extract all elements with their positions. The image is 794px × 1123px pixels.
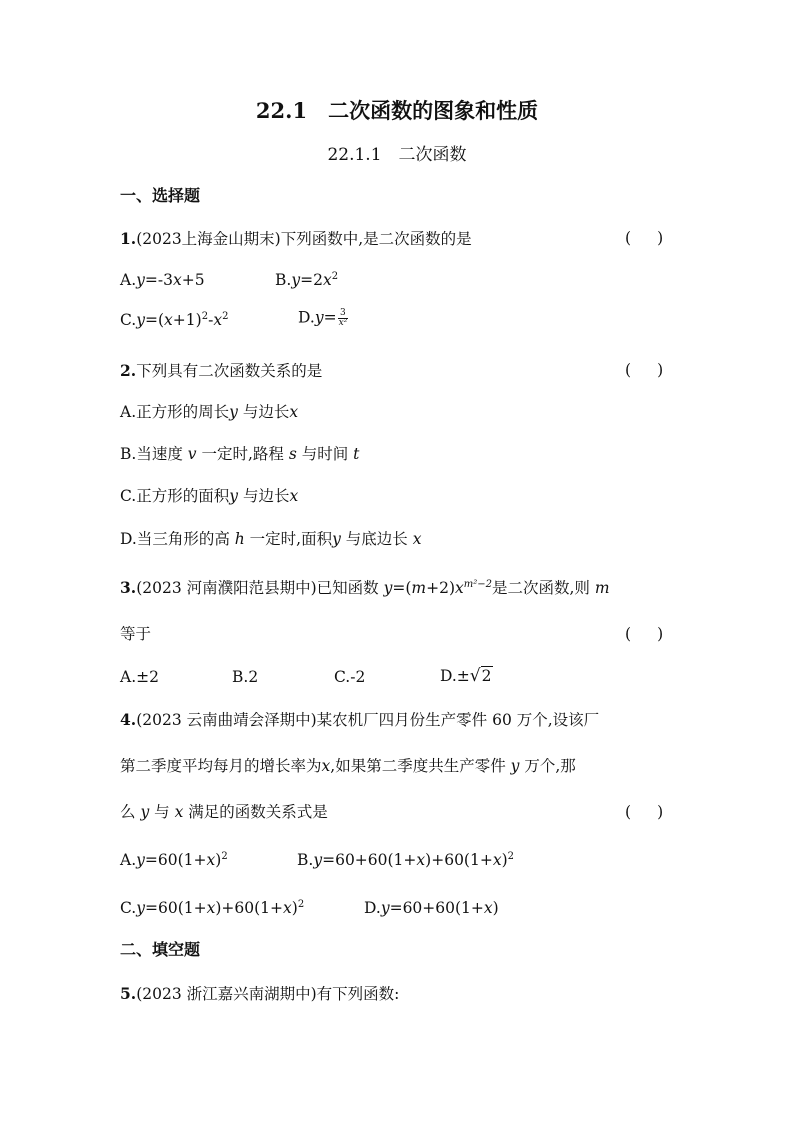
q2-option-a: A.正方形的周长y 与边长x [120, 403, 299, 421]
question-text: 下列具有二次函数关系的是 [136, 362, 323, 380]
q2-option-b: B.当速度 v 一定时,路程 s 与时间 t [120, 445, 360, 463]
question-1 [120, 231, 472, 248]
question-number: 2. [120, 361, 137, 380]
answer-blank-3: ( ) [625, 625, 664, 643]
question-text: (2023 浙江嘉兴南湖期中)有下列函数: [136, 985, 400, 1003]
q4-option-d: D.y=60+60(1+x) [364, 899, 499, 917]
q1-option-a: A.y=-3x+5 [120, 271, 205, 289]
q2-option-c: C.正方形的面积y 与边长x [120, 487, 299, 505]
question-number: 4. [120, 710, 137, 729]
q3-option-a: A.±2 [120, 668, 159, 686]
q1-option-d: D.y= $\frac{3}{\text{x²}}$ [298, 308, 348, 328]
page-title: 22.1 二次函数的图象和性质 [255, 98, 539, 123]
q4-option-c: $C.y=60(1+x)+60(1+x)^2$ [120, 899, 305, 917]
question-2 [120, 363, 322, 380]
q4-option-a: $A.y=60(1+x)^2$ [120, 851, 228, 869]
question-4-line-3: 么 y 与 x 满足的函数关系式是 [120, 803, 328, 821]
question-number: 3. [120, 578, 137, 597]
question-3: 3.(2023 河南濮阳范县期中)已知函数 $y=(m+2)x^{m^2-2}$是二次函数,则 m [120, 578, 610, 597]
section-heading-choice: 一、选择题 [120, 186, 201, 205]
answer-blank-4: ( ) [625, 803, 664, 821]
question-number: 5. [120, 984, 137, 1003]
fraction: $\frac{3}{\text{x²}}$ [338, 308, 348, 328]
question-5 [120, 986, 399, 1003]
section-heading-fill: 二、填空题 [120, 940, 201, 959]
q4-option-b: $B.y=60+60(1+x)+60(1+x)^2$ [297, 851, 515, 869]
question-4: 4.(2023 云南曲靖会泽期中)某农机厂四月份生产零件 60 万个,设该厂 [120, 710, 600, 729]
question-4-line-2: 第二季度平均每月的增长率为x,如果第二季度共生产零件 y 万个,那 [120, 757, 576, 775]
question-text: (2023上海金山期末)下列函数中,是二次函数的是 [136, 230, 472, 248]
square-root: √2 [469, 666, 492, 686]
answer-blank-1: ( ) [625, 229, 664, 247]
question-3-line-2: 等于 [120, 625, 152, 643]
q3-option-b: B.2 [232, 668, 259, 686]
question-number: 1. [120, 229, 137, 248]
q2-option-d: D.当三角形的高 h 一定时,面积y 与底边长 x [120, 530, 422, 548]
q3-option-c: C.-2 [334, 668, 366, 686]
answer-blank-2: ( ) [625, 361, 664, 379]
q1-option-c: $C.y=(x+1)^2-x^2$ [120, 311, 229, 329]
page-subtitle: 22.1.1 二次函数 [327, 145, 467, 165]
q3-option-d: D.±√2 [440, 666, 492, 686]
q1-option-b: $B.y=2x^2$ [275, 271, 339, 289]
